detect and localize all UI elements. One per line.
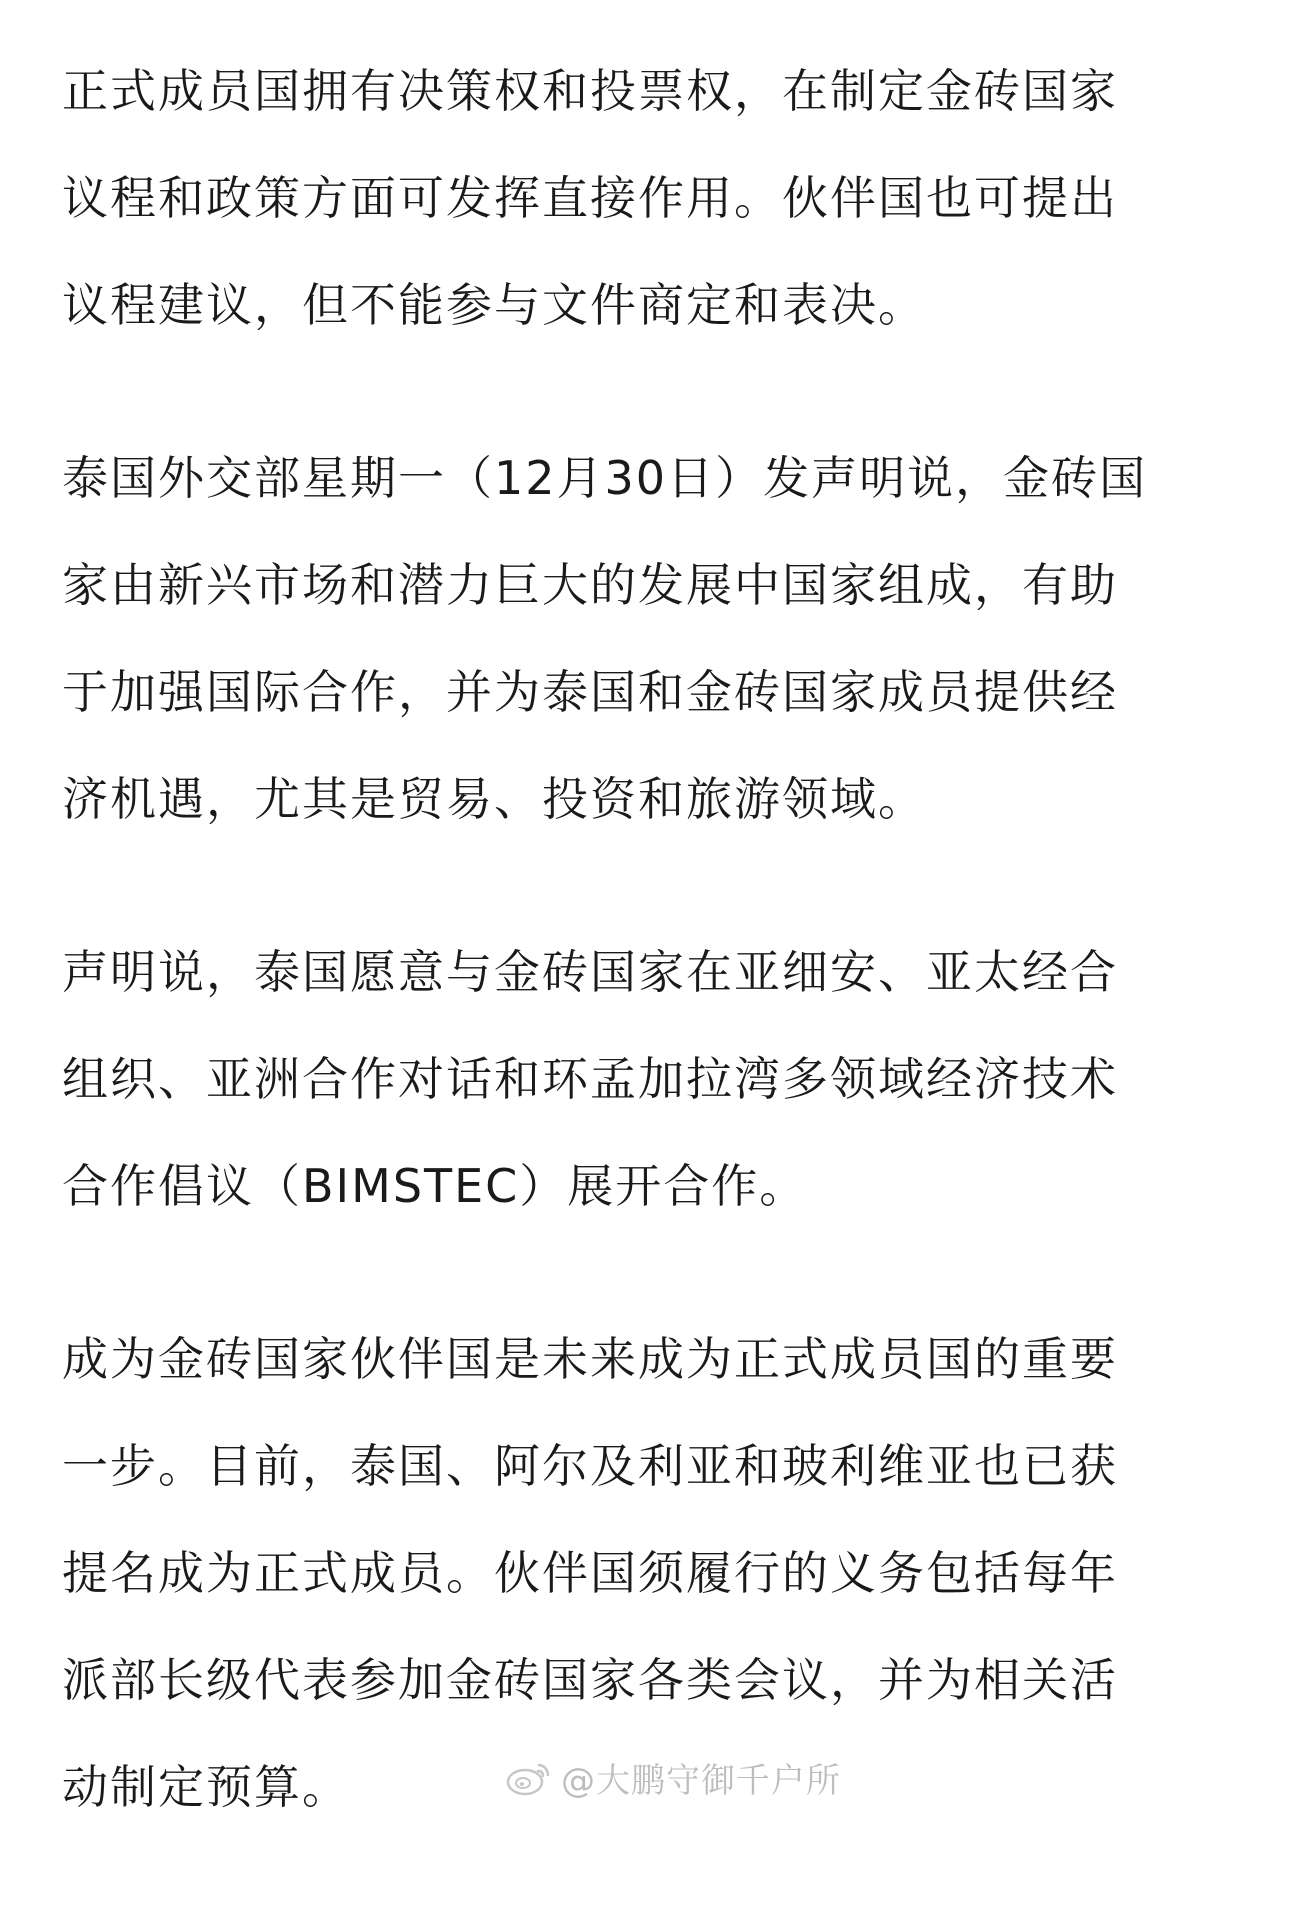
text-line: 家由新兴市场和潜力巨大的发展中国家组成，有助	[62, 558, 1118, 612]
text-line: 动制定预算。	[62, 1760, 350, 1814]
text-line: 声明说，泰国愿意与金砖国家在亚细安、亚太经合	[62, 945, 1118, 999]
text-line: 派部长级代表参加金砖国家各类会议，并为相关活	[62, 1653, 1118, 1707]
text-line: 一步。目前，泰国、阿尔及利亚和玻利维亚也已获	[62, 1439, 1118, 1493]
text-line: 提名成为正式成员。伙伴国须履行的义务包括每年	[62, 1546, 1118, 1600]
paragraph-2	[62, 425, 1232, 853]
text-line: 于加强国际合作，并为泰国和金砖国家成员提供经	[62, 665, 1118, 719]
text-line: 议程建议，但不能参与文件商定和表决。	[62, 278, 926, 332]
article-body	[62, 38, 1232, 1907]
watermark-handle: @大鹏守御千户所	[561, 1760, 841, 1801]
text-line: 议程和政策方面可发挥直接作用。伙伴国也可提出	[62, 171, 1118, 225]
paragraph-3	[62, 919, 1232, 1240]
watermark	[505, 1752, 841, 1802]
text-line: 正式成员国拥有决策权和投票权，在制定金砖国家	[62, 64, 1118, 118]
text-line: 组织、亚洲合作对话和环孟加拉湾多领域经济技术	[62, 1052, 1118, 1106]
text-line: 泰国外交部星期一（12月30日）发声明说，金砖国	[62, 451, 1148, 505]
text-line: 济机遇，尤其是贸易、投资和旅游领域。	[62, 772, 926, 826]
text-line: 合作倡议（BIMSTEC）展开合作。	[62, 1159, 808, 1213]
weibo-logo-icon	[505, 1757, 553, 1797]
text-line: 成为金砖国家伙伴国是未来成为正式成员国的重要	[62, 1332, 1118, 1386]
paragraph-1	[62, 38, 1232, 359]
